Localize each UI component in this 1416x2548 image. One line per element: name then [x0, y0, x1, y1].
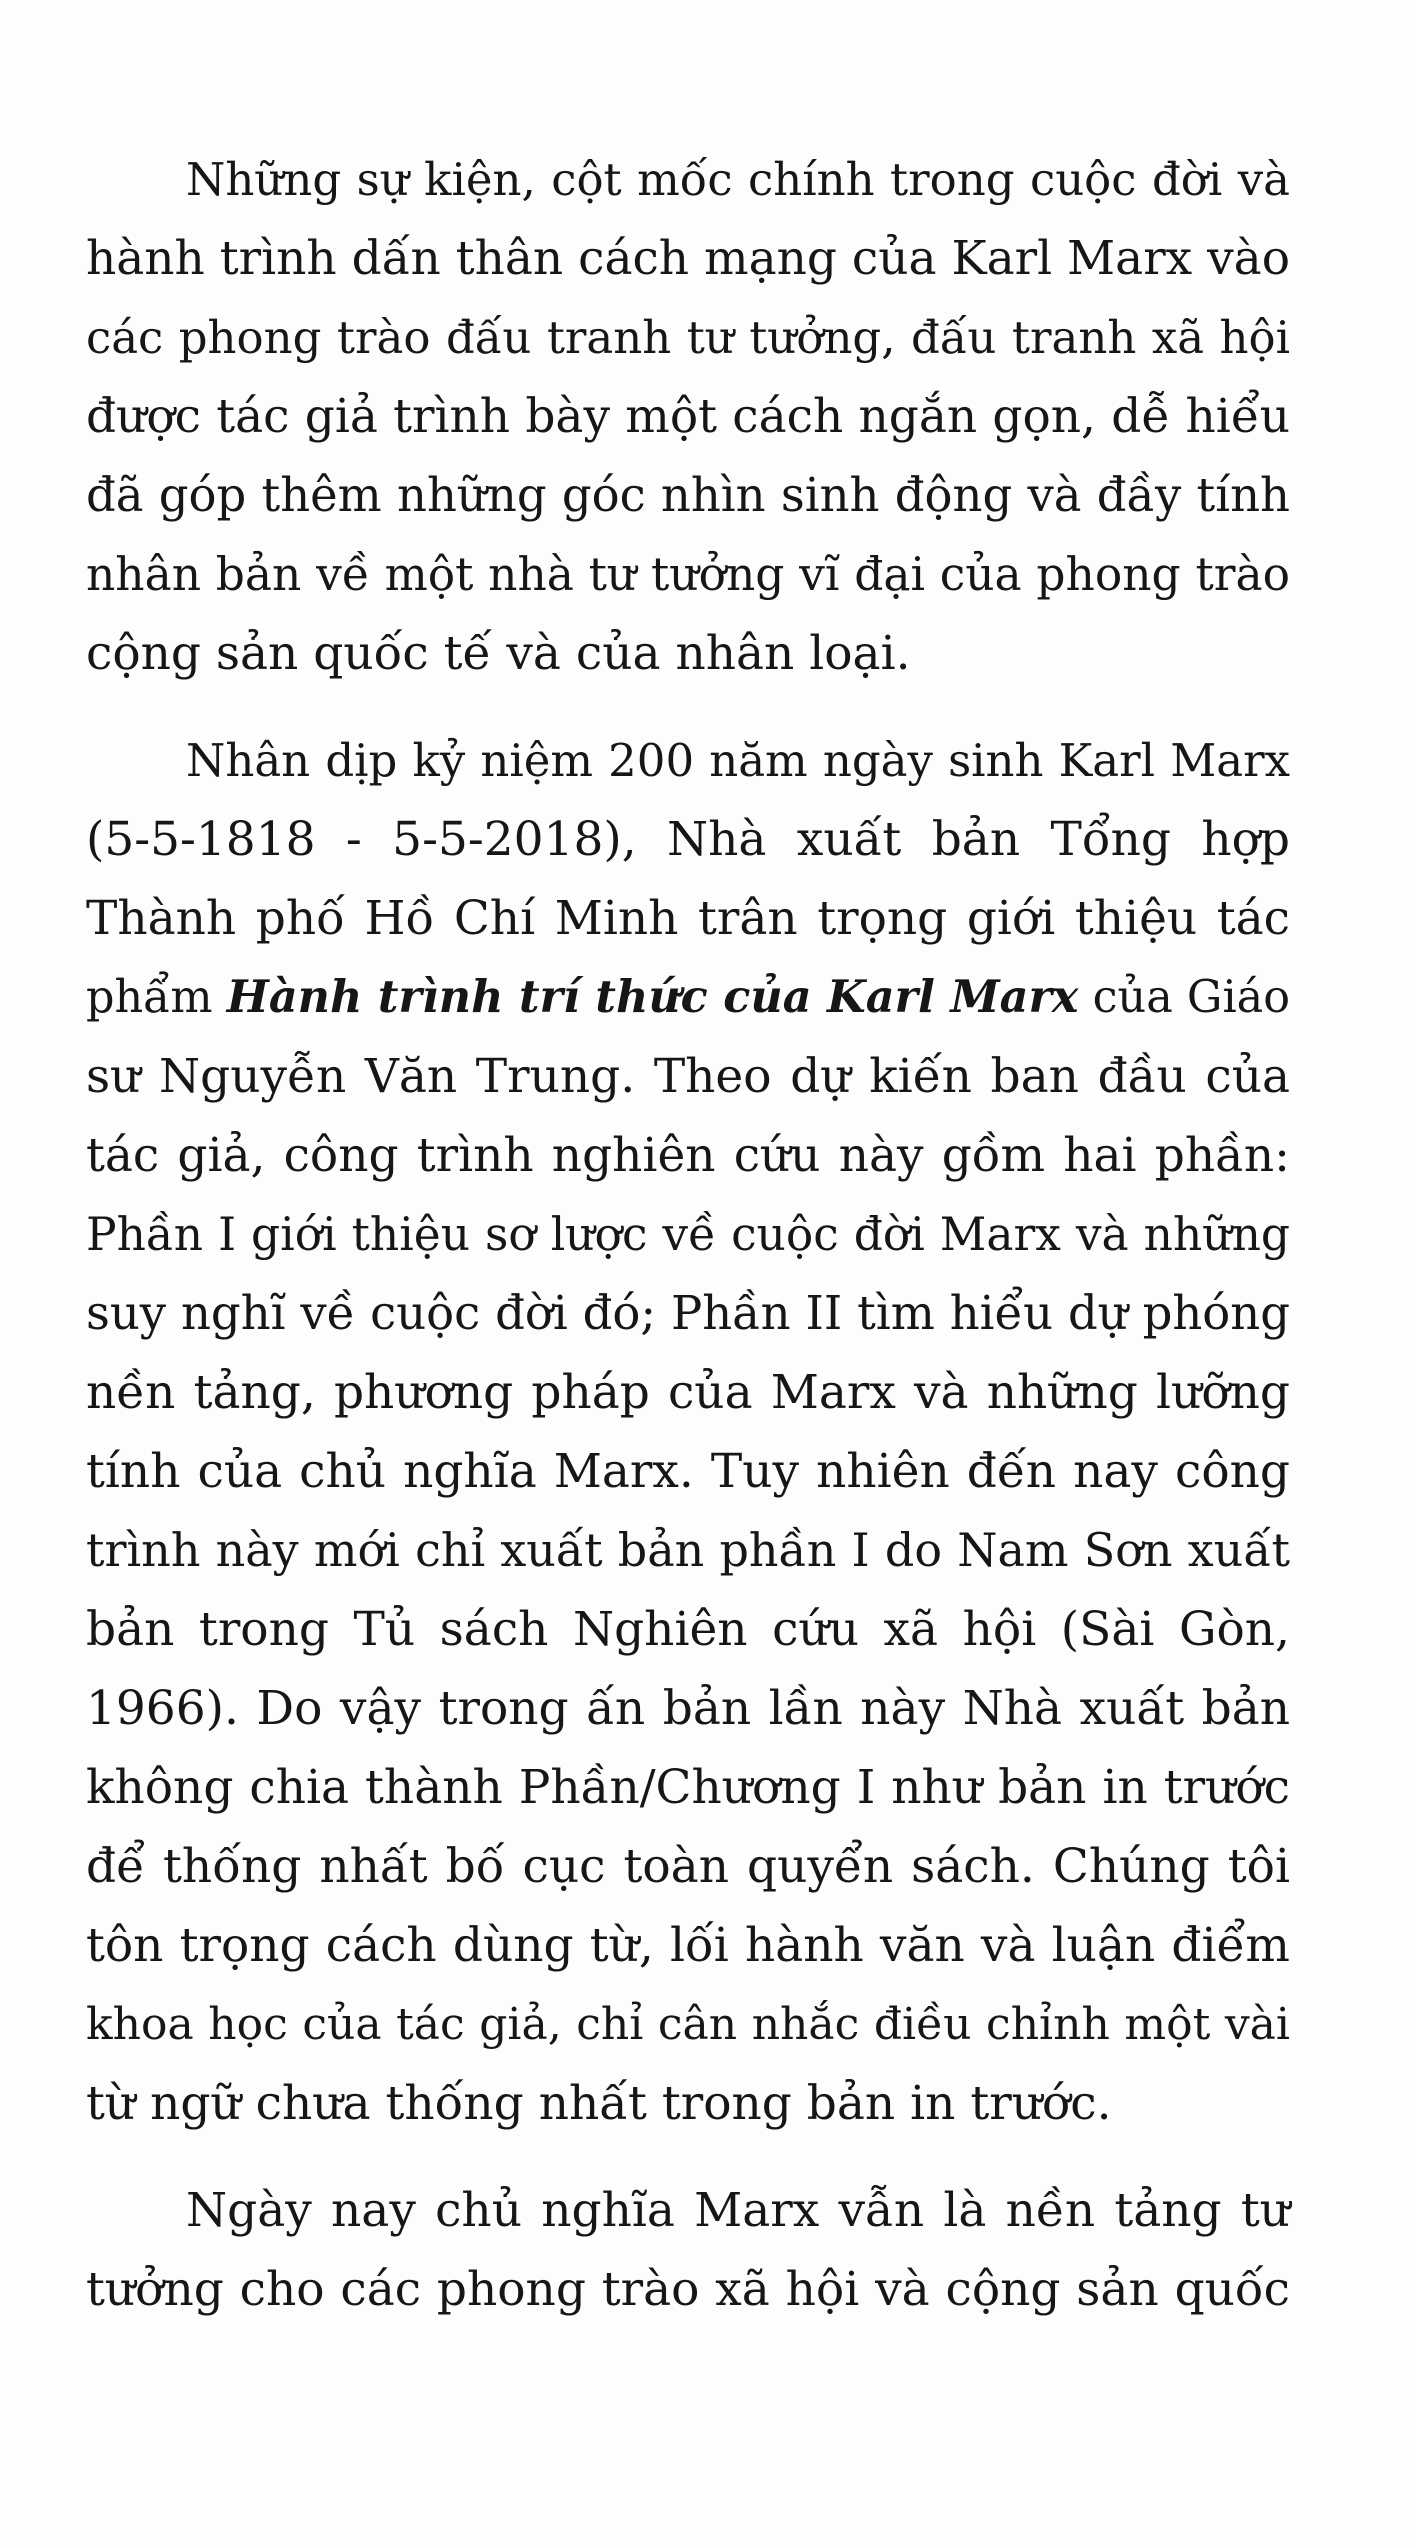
text-line: được tác giả trình bày một cách ngắn gọn, dễ hiểu	[86, 389, 1290, 444]
text-line: đã góp thêm những góc nhìn sinh động và đầy tính	[86, 468, 1290, 522]
text-line: tính của chủ nghĩa Marx. Tuy nhiên đến nay công	[86, 1444, 1290, 1499]
text-line: nhân bản về một nhà tư tưởng vĩ đại của phong trào	[86, 548, 1290, 601]
paragraph-1	[86, 140, 1290, 693]
text-line: Thành phố Hồ Chí Minh trân trọng giới thiệu tác	[86, 891, 1290, 946]
text-line: nền tảng, phương pháp của Marx và những lưỡng	[86, 1365, 1290, 1420]
text-run: phẩm	[86, 972, 227, 1023]
paragraph-2	[86, 721, 1290, 2143]
text-run: của Giáo	[1078, 972, 1290, 1023]
text-line: cộng sản quốc tế và của nhân loại.	[86, 626, 911, 681]
text-line: bản trong Tủ sách Nghiên cứu xã hội (Sài Gòn,	[86, 1602, 1290, 1657]
text-line: từ ngữ chưa thống nhất trong bản in trước.	[86, 2076, 1112, 2131]
text-block	[86, 140, 1290, 2329]
paragraph-gap	[86, 2143, 1290, 2171]
text-line: Ngày nay chủ nghĩa Marx vẫn là nền tảng tư	[186, 2183, 1290, 2238]
text-line: Phần I giới thiệu sơ lược về cuộc đời Marx và những	[86, 1208, 1290, 1261]
text-line: khoa học của tác giả, chỉ cân nhắc điều chỉnh một vài	[86, 1999, 1290, 2050]
text-line: Nhân dịp kỷ niệm 200 năm ngày sinh Karl Marx	[186, 734, 1290, 787]
book-title: Hành trình trí thức của Karl Marx	[226, 971, 1079, 1023]
text-line: tưởng cho các phong trào xã hội và cộng sản quốc	[86, 2262, 1290, 2317]
text-line: Những sự kiện, cột mốc chính trong cuộc đời và	[186, 153, 1290, 206]
paragraph-3	[86, 2171, 1290, 2329]
text-line: hành trình dấn thân cách mạng của Karl Marx vào	[86, 231, 1290, 286]
text-line: (5-5-1818 - 5-5-2018), Nhà xuất bản Tổng hợp	[86, 812, 1290, 867]
text-line: 1966). Do vậy trong ấn bản lần này Nhà xuất bản	[86, 1681, 1290, 1736]
text-line: tác giả, công trình nghiên cứu này gồm hai phần:	[86, 1128, 1290, 1183]
text-line: tôn trọng cách dùng từ, lối hành văn và luận điểm	[86, 1918, 1290, 1973]
text-line: không chia thành Phần/Chương I như bản in trước	[86, 1760, 1290, 1815]
text-line-with-title	[86, 958, 1290, 1037]
text-line: sư Nguyễn Văn Trung. Theo dự kiến ban đầu của	[86, 1049, 1290, 1104]
text-line: để thống nhất bố cục toàn quyển sách. Chúng tôi	[86, 1839, 1290, 1894]
text-line: các phong trào đấu tranh tư tưởng, đấu tranh xã hội	[86, 311, 1290, 364]
text-line: suy nghĩ về cuộc đời đó; Phần II tìm hiểu dự phóng	[86, 1286, 1290, 1340]
paragraph-gap	[86, 693, 1290, 721]
text-line: trình này mới chỉ xuất bản phần I do Nam Sơn xuất	[86, 1523, 1290, 1577]
